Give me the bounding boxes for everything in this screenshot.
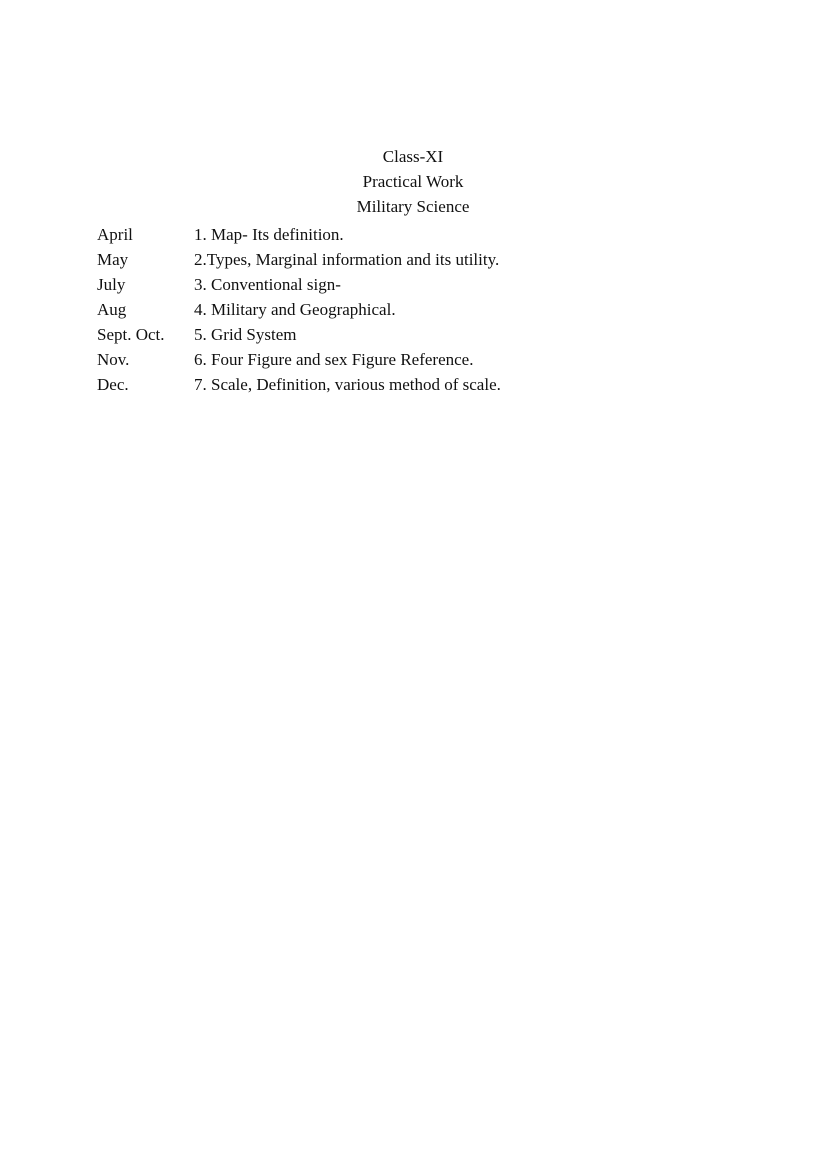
schedule-topic: 6. Four Figure and sex Figure Reference. — [194, 349, 474, 369]
schedule-row — [97, 347, 617, 372]
schedule-month: April — [97, 224, 133, 244]
practical-work-heading-text: Practical Work — [362, 172, 464, 191]
schedule-month: Dec. — [97, 374, 129, 394]
schedule-topic: 2.Types, Marginal information and its utility. — [194, 249, 500, 269]
class-heading-text: Class-XI — [382, 147, 444, 166]
schedule-month: Aug — [97, 299, 127, 319]
schedule-month: May — [97, 249, 129, 269]
schedule-row — [97, 297, 617, 322]
schedule-row — [97, 222, 617, 247]
schedule-month: July — [97, 274, 126, 294]
schedule-topic: 3. Conventional sign- — [194, 274, 341, 294]
schedule-row — [97, 322, 617, 347]
schedule-row — [97, 372, 617, 397]
schedule-month: Nov. — [97, 349, 130, 369]
schedule-topic: 5. Grid System — [194, 324, 297, 344]
schedule-row — [97, 272, 617, 297]
schedule-topic: 4. Military and Geographical. — [194, 299, 396, 319]
schedule-topic: 7. Scale, Definition, various method of scale. — [194, 374, 501, 394]
schedule-month: Sept. Oct. — [97, 324, 165, 344]
schedule-row — [97, 247, 617, 272]
schedule-topic: 1. Map- Its definition. — [194, 224, 344, 244]
subject-heading-text: Military Science — [356, 197, 470, 216]
monthly-schedule — [97, 222, 617, 397]
